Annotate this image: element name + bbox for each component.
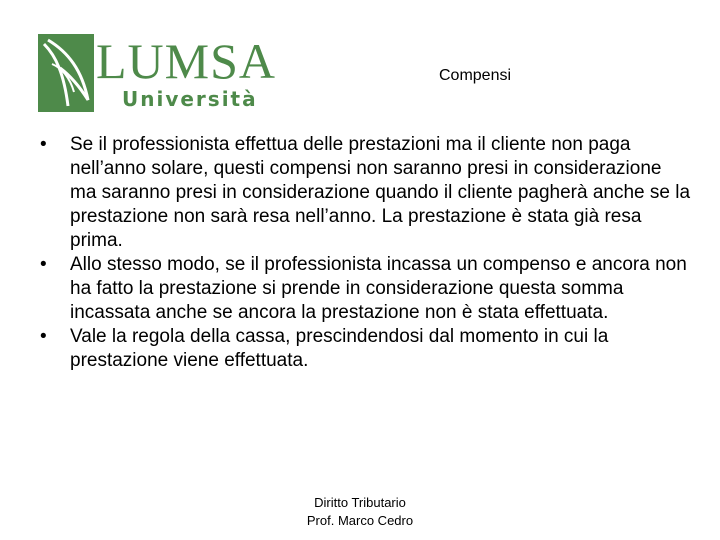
bullet-text: Allo stesso modo, se il professionista incassa un compenso e ancora non ha fatto la prestazione si prende in considerazione questa somma incassata anche se ancora la prestazione non è stata effettuata. xyxy=(70,254,687,323)
bullet-text: Se il professionista effettua delle prestazioni ma il cliente non paga nell’anno solare, questi compensi non saranno presi in considerazione ma saranno presi in considerazione quando il cliente pagherà anche se la prestazione non sarà resa nell’anno. La prestazione è stata già resa prima. xyxy=(70,134,691,251)
bullet-item xyxy=(30,325,690,373)
bullet-marker: • xyxy=(40,326,47,347)
bullet-marker: • xyxy=(40,134,47,155)
bullet-item xyxy=(30,133,690,253)
feather-icon xyxy=(38,34,94,112)
logo-mark xyxy=(38,34,94,112)
logo-wordmark: LUMSA xyxy=(96,33,277,89)
bullet-text: Vale la regola della cassa, prescindendosi dal momento in cui la prestazione viene effettuata. xyxy=(70,326,609,371)
logo-subtitle: Università xyxy=(122,87,258,111)
footer-professor: Prof. Marco Cedro xyxy=(306,513,414,528)
bullet-marker: • xyxy=(40,254,47,275)
footer-course: Diritto Tributario xyxy=(314,495,406,510)
slide-title: Compensi xyxy=(438,67,512,84)
bullet-item xyxy=(30,253,690,325)
lumsa-logo xyxy=(38,33,277,112)
bullet-list xyxy=(30,133,690,373)
slide-footer xyxy=(260,494,460,530)
